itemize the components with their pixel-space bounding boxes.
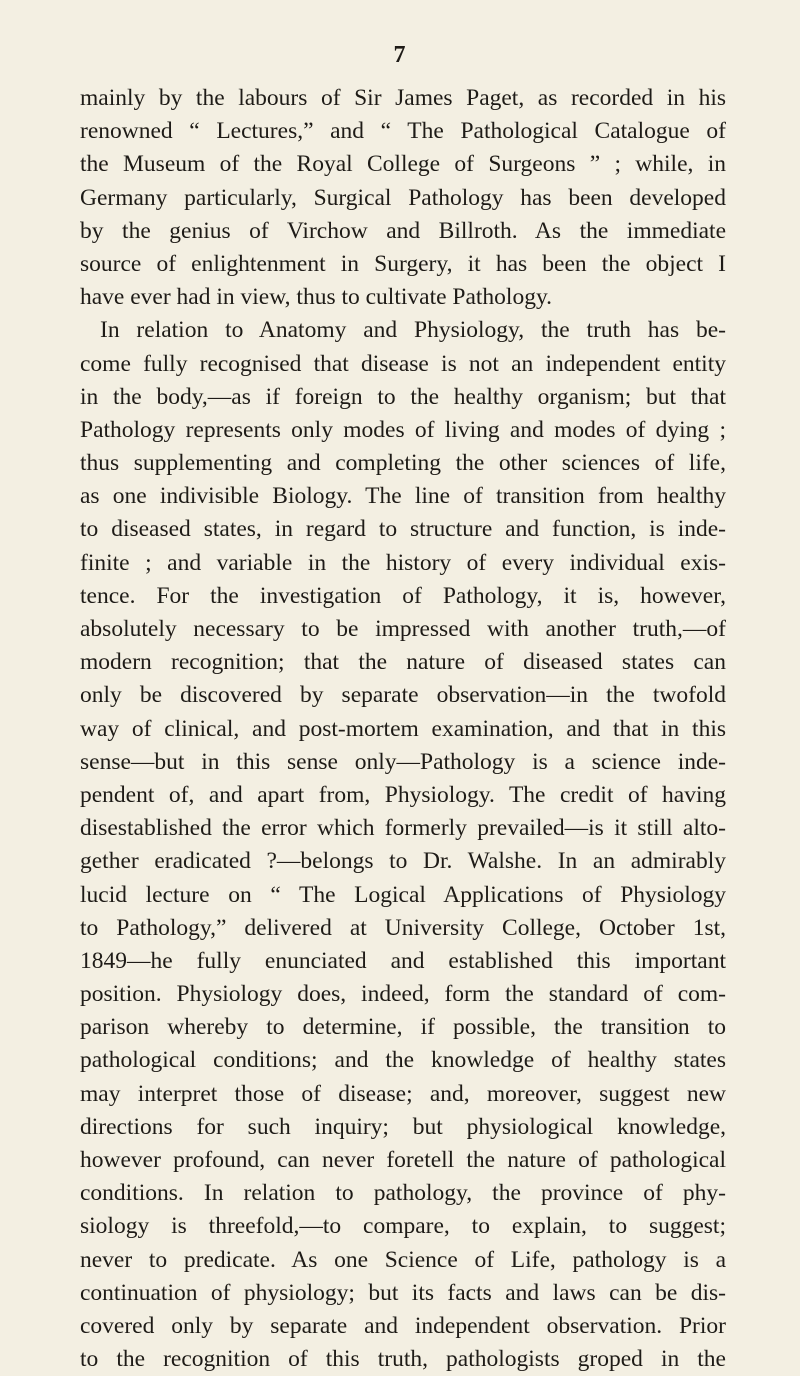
text-line: way of clinical, and post-mortem examination, and that in this (80, 715, 726, 742)
text-line: position. Physiology does, indeed, form the standard of com- (80, 981, 726, 1008)
text-line: in the body,—as if foreign to the healthy organism; but that (80, 383, 726, 410)
text-line: have ever had in view, thus to cultivate Pathology. (80, 284, 553, 311)
text-line: lucid lecture on “ The Logical Applications of Physiology (80, 881, 726, 908)
text-line: as one indivisible Biology. The line of transition from healthy (80, 483, 726, 510)
text-line: modern recognition; that the nature of diseased states can (80, 649, 726, 676)
text-line: thus supplementing and completing the other sciences of life, (80, 450, 726, 477)
text-line: renowned “ Lectures,” and “ The Pathological Catalogue of (80, 118, 726, 145)
text-line: absolutely necessary to be impressed with another truth,—of (80, 616, 726, 642)
text-line: gether eradicated ?—belongs to Dr. Walshe. In an admirably (80, 848, 726, 875)
text-line: tence. For the investigation of Pathology, it is, however, (80, 582, 726, 609)
text-line: by the genius of Virchow and Billroth. As the immediate (80, 217, 726, 244)
text-line: to the recognition of this truth, pathologists groped in the (80, 1346, 726, 1373)
text-line: never to predicate. As one Science of Life, pathology is a (80, 1246, 726, 1273)
text-line: finite ; and variable in the history of every individual exis- (80, 549, 726, 576)
text-line: siology is threefold,—to compare, to explain, to suggest; (80, 1213, 726, 1240)
text-line: parison whereby to determine, if possible, the transition to (80, 1014, 726, 1041)
text-line: to diseased states, in regard to structure and function, is inde- (80, 516, 726, 543)
text-line: continuation of physiology; but its facts and laws can be dis- (80, 1279, 726, 1306)
text-line: In relation to Anatomy and Physiology, the truth has be- (100, 317, 726, 344)
text-line: Pathology represents only modes of living and modes of dying ; (80, 416, 726, 443)
text-line: sense—but in this sense only—Pathology is a science inde- (80, 748, 726, 775)
text-line: pathological conditions; and the knowledge of healthy states (80, 1047, 726, 1074)
text-line: Germany particularly, Surgical Pathology has been developed (80, 184, 726, 211)
text-line: 1849—he fully enunciated and established this important (80, 947, 726, 974)
text-line: may interpret those of disease; and, moreover, suggest new (80, 1080, 726, 1107)
text-line: come fully recognised that disease is not an independent entity (80, 350, 726, 377)
text-line: conditions. In relation to pathology, the province of phy- (80, 1180, 726, 1207)
text-line: mainly by the labours of Sir James Paget, as recorded in his (80, 85, 726, 111)
page-number: 7 (393, 42, 407, 68)
text-line: only be discovered by separate observation—in the twofold (80, 682, 726, 709)
body-text (80, 82, 726, 1376)
text-line: however profound, can never foretell the nature of pathological (80, 1147, 726, 1173)
text-line: the Museum of the Royal College of Surgeons ” ; while, in (80, 151, 726, 178)
text-line: pendent of, and apart from, Physiology. The credit of having (80, 781, 726, 808)
text-line: source of enlightenment in Surgery, it has been the object I (80, 250, 726, 277)
text-line: disestablished the error which formerly prevailed—is it still alto- (80, 815, 726, 842)
text-line: covered only by separate and independent observation. Prior (80, 1312, 726, 1339)
text-line: directions for such inquiry; but physiological knowledge, (80, 1113, 726, 1140)
text-line: to Pathology,” delivered at University College, October 1st, (80, 914, 726, 941)
